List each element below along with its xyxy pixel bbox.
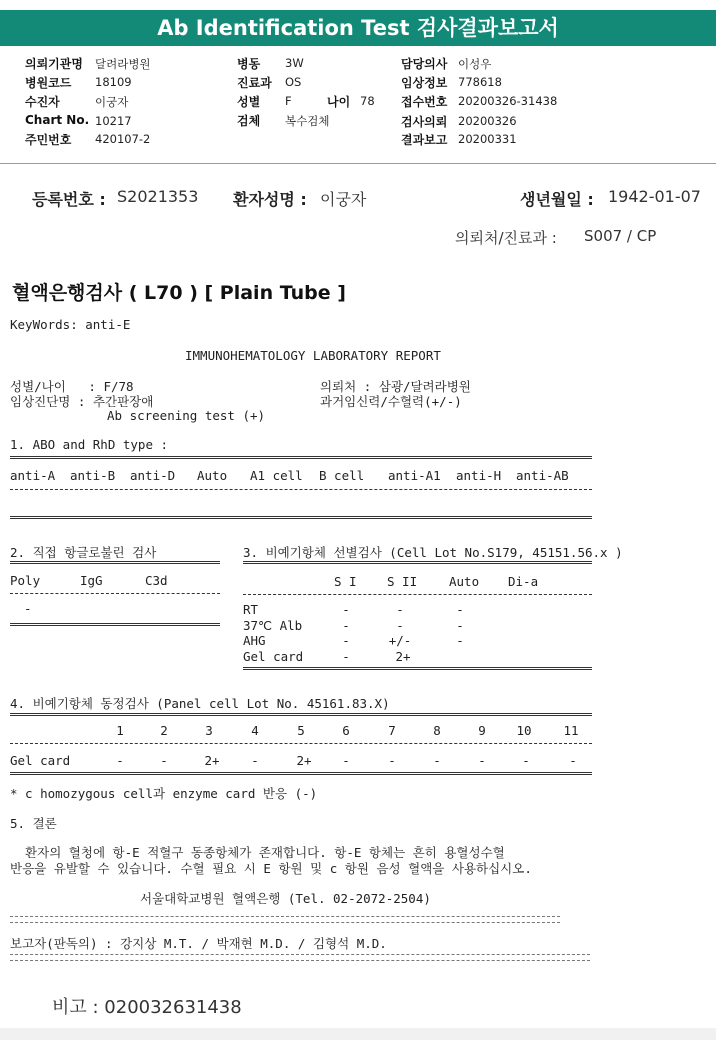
panel-column: 6 — [342, 723, 350, 738]
panel-note: * c homozygous cell과 enzyme card 반응 (-) — [10, 786, 318, 801]
info-value: 420107-2 — [95, 132, 151, 146]
info-key: 임상정보 — [401, 76, 448, 90]
abo-header: anti-D — [130, 468, 176, 483]
panel-cell: - — [251, 753, 259, 768]
keywords: KeyWords: anti-E — [10, 317, 131, 332]
dat-header: C3d — [145, 573, 168, 588]
bottom-separator — [0, 1028, 716, 1040]
screen-cell: - — [456, 633, 464, 648]
double-rule — [10, 456, 592, 459]
screen-cell: - — [342, 618, 350, 633]
info-value: 20200331 — [458, 132, 517, 146]
info-value: 20200326 — [458, 114, 517, 128]
dashed-rule — [10, 954, 590, 955]
panel-column: 5 — [297, 723, 305, 738]
screen-cell: +/- — [388, 633, 412, 648]
panel-column: 2 — [160, 723, 168, 738]
info-value: 10217 — [95, 114, 132, 128]
abo-title: 1. ABO and RhD type : — [10, 437, 169, 452]
panel-column: 10 — [516, 723, 532, 738]
reporter: 보고자(판독의) : 강지상 M.T. / 박재현 M.D. / 김형석 M.D. — [10, 936, 387, 951]
info-key: 나이 — [327, 95, 351, 109]
dashed-rule — [10, 916, 560, 917]
dept-value: S007 / CP — [584, 227, 657, 245]
double-rule — [10, 772, 592, 775]
panel-column: 3 — [205, 723, 213, 738]
dat-header: IgG — [80, 573, 103, 588]
abo-header: anti-B — [70, 468, 116, 483]
dept-label: 의뢰처/진료과 : — [455, 229, 557, 247]
screen-cell: - — [342, 633, 350, 648]
conclusion-title: 5. 결론 — [10, 816, 57, 831]
panel-cell: - — [522, 753, 530, 768]
screen-cell: 2+ — [395, 649, 411, 664]
screen-cell: - — [396, 618, 404, 633]
dashed-rule — [10, 743, 592, 744]
panel-row-label: Gel card — [10, 753, 71, 768]
info-key: 성별 — [237, 95, 261, 109]
info-key: 주민번호 — [25, 133, 72, 147]
dob-value: 1942-01-07 — [608, 187, 701, 206]
remark: 비고 : 020032631438 — [52, 997, 242, 1018]
dashed-rule — [10, 960, 590, 961]
conclusion-line: 반응을 유발할 수 있습니다. 수혈 필요 시 E 항원 및 c 항원 음성 혈액을 사용하십시오. — [10, 861, 532, 876]
info-key: 결과보고 — [401, 133, 448, 147]
screen-row-label: RT — [243, 602, 259, 617]
panel-cell: - — [569, 753, 577, 768]
info-key: 검사의뢰 — [401, 115, 448, 129]
panel-column: 4 — [251, 723, 259, 738]
dat-title: 2. 직접 항글로불린 검사 — [10, 545, 157, 560]
info-value: 이성우 — [458, 57, 492, 71]
info-value: 78 — [360, 94, 375, 108]
abo-header: Auto — [197, 468, 228, 483]
info-value: 이궁자 — [95, 95, 129, 109]
double-rule — [10, 623, 220, 626]
panel-cell: 2+ — [296, 753, 312, 768]
reg-value: S2021353 — [117, 187, 199, 206]
institution: 서울대학교병원 혈액은행 (Tel. 02-2072-2504) — [140, 891, 431, 906]
diagnosis: 임상진단명 : 추간판장애 — [10, 394, 154, 409]
screening-result: Ab screening test (+) — [107, 408, 266, 423]
screen-header: Di-a — [508, 574, 539, 589]
dat-value: - — [24, 601, 32, 616]
dashed-rule — [243, 594, 592, 595]
report-title: Ab Identification Test 검사결과보고서 — [157, 16, 559, 40]
panel-cell: - — [116, 753, 124, 768]
screen-cell: - — [456, 602, 464, 617]
info-value: F — [285, 94, 292, 108]
info-key: 진료과 — [237, 76, 272, 90]
lab-report-title: IMMUNOHEMATOLOGY LABORATORY REPORT — [185, 348, 441, 363]
screen-header: S II — [387, 574, 418, 589]
abo-header: B cell — [319, 468, 365, 483]
abo-header: anti-A — [10, 468, 56, 483]
info-key: 검체 — [237, 114, 261, 128]
panel-column: 9 — [478, 723, 486, 738]
panel-column: 1 — [116, 723, 124, 738]
double-rule — [10, 516, 592, 519]
dat-header: Poly — [10, 573, 41, 588]
info-key: 병원코드 — [25, 76, 72, 90]
abo-header: anti-H — [456, 468, 502, 483]
info-key: 담당의사 — [401, 57, 448, 71]
test-title: 혈액은행검사 ( L70 ) [ Plain Tube ] — [12, 282, 346, 304]
abo-header: A1 cell — [250, 468, 303, 483]
abo-header: anti-AB — [516, 468, 569, 483]
abo-header: anti-A1 — [388, 468, 441, 483]
double-rule — [10, 561, 220, 564]
panel-cell: - — [160, 753, 168, 768]
dashed-rule — [10, 922, 560, 923]
panel-cell: 2+ — [204, 753, 220, 768]
screen-header: Auto — [449, 574, 480, 589]
panel-cell: - — [388, 753, 396, 768]
screen-cell: - — [396, 602, 404, 617]
screen-row-label: AHG — [243, 633, 266, 648]
screen-cell: - — [342, 602, 350, 617]
transfusion-history: 과거임신력/수혈력(+/-) — [320, 394, 462, 409]
screen-cell: - — [342, 649, 350, 664]
info-key: 수진자 — [25, 95, 60, 109]
info-value: OS — [285, 75, 302, 89]
info-value: 복수검체 — [285, 114, 330, 128]
name-value: 이궁자 — [320, 190, 367, 209]
screen-title: 3. 비예기항체 선별검사 (Cell Lot No.S179, 45151.56.x ) — [243, 545, 623, 560]
info-value: 778618 — [458, 75, 502, 89]
info-value: 20200326-31438 — [458, 94, 558, 108]
requester: 의뢰처 : 삼광/달려라병원 — [320, 379, 471, 394]
dashed-rule — [10, 593, 220, 594]
info-value: 3W — [285, 56, 304, 70]
screen-header: S I — [334, 574, 357, 589]
screen-row-label: Gel card — [243, 649, 304, 664]
screen-cell: - — [456, 618, 464, 633]
info-key: 접수번호 — [401, 95, 448, 109]
double-rule — [243, 667, 592, 670]
info-key: Chart No. — [25, 113, 90, 127]
reg-label: 등록번호 : — [32, 190, 106, 209]
panel-title: 4. 비예기항체 동정검사 (Panel cell Lot No. 45161.83.X) — [10, 696, 390, 711]
double-rule — [243, 561, 592, 564]
panel-cell: - — [478, 753, 486, 768]
info-key: 의뢰기관명 — [25, 57, 83, 71]
panel-cell: - — [342, 753, 350, 768]
panel-column: 7 — [388, 723, 396, 738]
double-rule — [10, 713, 592, 716]
conclusion-line: 환자의 혈청에 항-E 적혈구 동종항체가 존재합니다. 항-E 항체는 흔히 용혈성수혈 — [10, 845, 505, 860]
sex-age: 성별/나이 : F/78 — [10, 379, 134, 394]
info-value: 달려라병원 — [95, 57, 151, 71]
info-value: 18109 — [95, 75, 132, 89]
panel-cell: - — [433, 753, 441, 768]
panel-column: 8 — [433, 723, 441, 738]
name-label: 환자성명 : — [233, 190, 307, 209]
divider — [0, 163, 716, 164]
dob-label: 생년월일 : — [520, 190, 594, 209]
screen-row-label: 37℃ Alb — [243, 618, 303, 633]
dashed-rule — [10, 489, 592, 490]
panel-column: 11 — [563, 723, 579, 738]
info-key: 병동 — [237, 57, 261, 71]
